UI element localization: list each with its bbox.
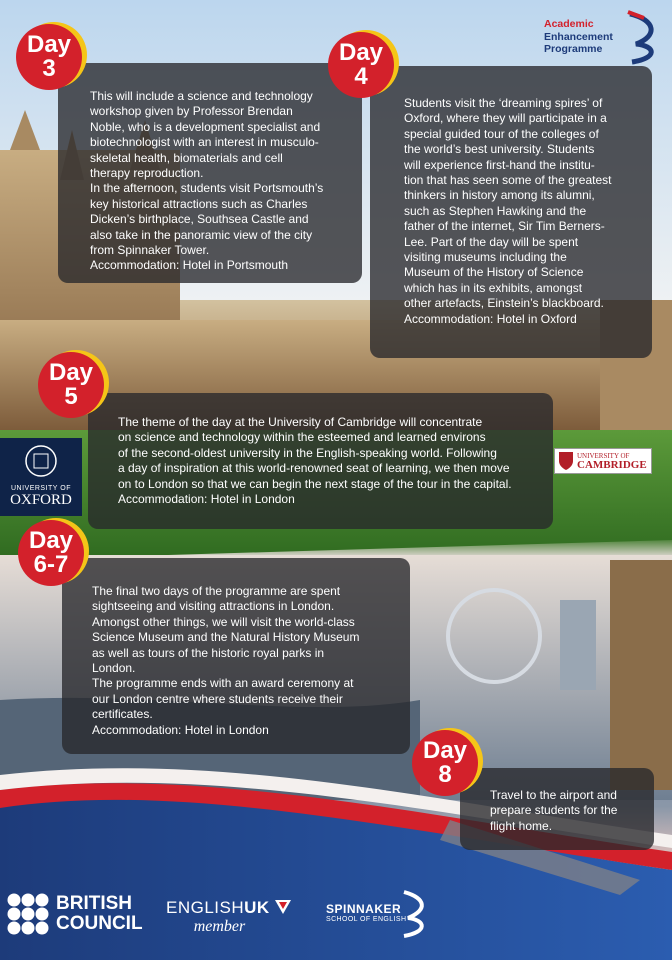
description-line: Dicken’s birthplace, Southsea Castle and xyxy=(90,212,309,227)
aep-line-programme: Programme xyxy=(544,43,603,55)
description-line: flight home. xyxy=(490,818,553,833)
day-5-panel xyxy=(88,393,553,529)
description-line: certificates. xyxy=(92,707,153,722)
description-line: such as Stephen Hawking and the xyxy=(404,203,587,218)
description-line: the world’s best university. Students xyxy=(404,142,595,157)
description-line: tion that has seen some of the greatest xyxy=(404,173,612,188)
day-4-label: Day xyxy=(338,39,384,66)
oxford-crest-icon xyxy=(24,444,58,478)
day-4-text xyxy=(404,96,646,327)
english-uk-english: ENGLISH xyxy=(166,898,245,917)
description-line: Travel to the airport and xyxy=(490,788,617,802)
british-council-line-2: COUNCIL xyxy=(56,913,143,934)
day-8-number: 8 xyxy=(438,761,452,788)
description-line: as well as tours of the historic royal parks in xyxy=(92,645,325,660)
description-line: other artefacts, Einstein’s blackboard. xyxy=(404,296,604,311)
day-3-text xyxy=(90,89,354,274)
day-4-panel xyxy=(370,66,652,358)
description-line: thinkers in history among its alumni, xyxy=(404,188,595,203)
description-line: The programme ends with an award ceremony at xyxy=(92,676,354,691)
description-line: therapy reproduction. xyxy=(90,166,204,181)
day-3-badge xyxy=(16,24,82,90)
description-line: In the afternoon, students visit Portsmouth’s xyxy=(90,181,324,196)
description-line: biotechnologist with an interest in musculo- xyxy=(90,135,319,150)
day-5-badge xyxy=(38,352,104,418)
description-line: London. xyxy=(92,661,136,676)
description-line: skeletal health, biomaterials and cell xyxy=(90,150,283,165)
aep-line-academic: Academic xyxy=(544,18,594,30)
oxford-line-2: OXFORD xyxy=(10,492,72,508)
cambridge-logo xyxy=(554,448,652,474)
description-line: also take in the panoramic view of the city xyxy=(90,227,313,242)
day-6-7-text xyxy=(92,584,404,738)
description-line: Oxford, where they will participate in a xyxy=(404,111,607,126)
day-8-text xyxy=(490,788,648,834)
oxford-logo xyxy=(0,438,82,516)
day-4-badge xyxy=(328,32,394,98)
english-uk-flag-icon xyxy=(275,900,291,914)
description-line: Noble, who is a development specialist and xyxy=(90,119,321,134)
aep-swoosh-icon xyxy=(626,10,662,65)
day-8-label: Day xyxy=(422,737,468,764)
description-line: from Spinnaker Tower. xyxy=(90,243,210,258)
british-council-logo xyxy=(6,892,143,936)
spinnaker-logo xyxy=(326,902,406,923)
description-line: The theme of the day at the University of Cambridge will concentrate xyxy=(118,415,483,429)
description-line: a day of inspiration at this world-renowned seat of learning, we then move xyxy=(118,461,510,476)
english-uk-uk: UK xyxy=(244,898,270,917)
cambridge-crest-icon xyxy=(558,451,574,471)
day-6-7-label: Day xyxy=(28,527,74,554)
day-5-text xyxy=(118,415,547,507)
description-line: Accommodation: Hotel in Portsmouth xyxy=(90,258,289,273)
day-5-number: 5 xyxy=(64,383,78,410)
description-line: Amongst other things, we will visit the world-class xyxy=(92,614,355,629)
description-line: of the second-oldest university in the English-speaking world. Following xyxy=(118,445,497,460)
british-council-dots-icon xyxy=(6,892,50,936)
description-line: Science Museum and the Natural History Museum xyxy=(92,630,360,645)
description-line: Accommodation: Hotel in London xyxy=(92,722,269,737)
description-line: on science and technology within the esteemed and learned environs xyxy=(118,430,486,445)
british-council-line-1: BRITISH xyxy=(56,893,132,914)
aep-line-enhancement: Enhancement xyxy=(544,30,613,43)
description-line: prepare students for the xyxy=(490,803,618,818)
spinnaker-swoosh-icon xyxy=(400,888,430,938)
description-line: The final two days of the programme are spent xyxy=(92,584,341,598)
day-6-7-number: 6-7 xyxy=(33,551,69,578)
english-uk-logo xyxy=(166,898,291,936)
day-6-7-badge xyxy=(18,520,84,586)
description-line: special guided tour of the colleges of xyxy=(404,126,599,141)
day-8-panel xyxy=(460,768,654,850)
day-3-number: 3 xyxy=(42,55,56,82)
description-line: Accommodation: Hotel in Oxford xyxy=(404,311,577,326)
description-line: father of the internet, Sir Tim Berners- xyxy=(404,219,605,234)
description-line: key historical attractions such as Charles xyxy=(90,196,308,211)
spinnaker-name: SPINNAKER xyxy=(326,902,402,916)
aep-logo xyxy=(544,10,664,65)
day-3-label: Day xyxy=(26,31,72,58)
spinnaker-subtitle: SCHOOL OF ENGLISH xyxy=(326,916,407,923)
cambridge-line-1: UNIVERSITY OF xyxy=(577,452,630,460)
description-line: which has in its exhibits, amongst xyxy=(404,280,583,295)
cambridge-line-2: CAMBRIDGE xyxy=(577,459,647,471)
description-line: Accommodation: Hotel in London xyxy=(118,492,295,507)
oxford-line-1: UNIVERSITY OF xyxy=(10,485,72,492)
aep-logo-text xyxy=(544,18,613,56)
day-5-label: Day xyxy=(48,359,94,386)
description-line: workshop given by Professor Brendan xyxy=(90,104,293,119)
day-4-number: 4 xyxy=(354,63,368,90)
footer-logos xyxy=(0,858,672,960)
description-line: will experience first-hand the institu- xyxy=(404,157,595,172)
description-line: on to London so that we can begin the next stage of the tour in the capital. xyxy=(118,476,512,491)
description-line: Lee. Part of the day will be spent xyxy=(404,234,579,249)
day-6-7-panel xyxy=(62,558,410,754)
description-line: visiting museums including the xyxy=(404,250,567,265)
description-line: Museum of the History of Science xyxy=(404,265,584,280)
description-line: This will include a science and technology xyxy=(90,89,313,103)
description-line: our London centre where students receive their xyxy=(92,691,343,706)
day-8-badge xyxy=(412,730,478,796)
description-line: sightseeing and visiting attractions in London. xyxy=(92,599,335,614)
english-uk-member: member xyxy=(193,918,246,935)
day-3-panel xyxy=(58,63,362,283)
description-line: Students visit the ‘dreaming spires’ of xyxy=(404,96,603,110)
